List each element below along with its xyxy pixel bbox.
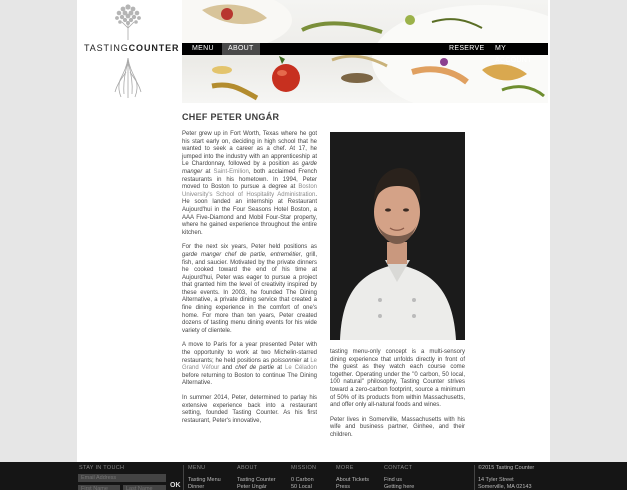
nav-menu[interactable]: MENU bbox=[192, 45, 214, 52]
text: at bbox=[202, 168, 214, 175]
footer-contact-heading: CONTACT bbox=[384, 465, 413, 471]
text: A move to Paris for a year presented Peter with the opportunity to work at two Michelin-starred restaurants; he held positions as bbox=[182, 342, 317, 364]
page-title: CHEF PETER UNGÁR bbox=[182, 112, 280, 122]
footer-divider bbox=[474, 465, 475, 490]
footer-copyright: ©2015 Tasting Counter bbox=[478, 465, 535, 471]
text-em: poissonnier bbox=[270, 357, 302, 364]
nav-reserve[interactable]: RESERVE bbox=[449, 45, 485, 52]
text: at bbox=[301, 357, 311, 364]
footer-link-tasting-counter[interactable]: Tasting Counter bbox=[237, 477, 276, 483]
main-nav bbox=[182, 43, 548, 64]
footer-link-dinner[interactable]: Dinner bbox=[188, 484, 205, 490]
footer-link-0-carbon[interactable]: 0 Carbon bbox=[291, 477, 314, 483]
newsletter-last-name-input[interactable] bbox=[123, 485, 166, 490]
link-le-grand-vefour[interactable]: Le Grand Véfour bbox=[182, 357, 317, 372]
text: Peter grew up in Fort Worth, Texas where he got his start early on, deciding in high school that he wanted to seek a career as a chef. At 17, he jumped into the industry with an apprenticeship at Le Chardonnay, followed by a position as bbox=[182, 131, 317, 168]
text: and bbox=[219, 365, 236, 372]
footer-link-50-local[interactable]: 50 Local bbox=[291, 484, 312, 490]
text: at bbox=[274, 365, 286, 372]
logo[interactable] bbox=[77, 0, 182, 103]
bio-paragraph-1 bbox=[182, 131, 317, 237]
footer-link-about-tickets[interactable]: About Tickets bbox=[336, 477, 370, 483]
link-le-celadon[interactable]: Le Céladon bbox=[285, 365, 317, 372]
footer-about-heading: ABOUT bbox=[237, 465, 258, 471]
footer-mission-heading: MISSION bbox=[291, 465, 317, 471]
text-em: garde manger chef de partie, entremétier bbox=[182, 251, 301, 258]
footer-link-find-us[interactable]: Find us bbox=[384, 477, 403, 483]
footer-link-getting-here[interactable]: Getting here bbox=[384, 484, 415, 490]
footer-menu-heading: MENU bbox=[188, 465, 206, 471]
brand-wordmark bbox=[84, 43, 179, 53]
footer-divider bbox=[183, 465, 184, 490]
nav-my-account[interactable]: MY ACCOUNT bbox=[495, 45, 532, 64]
footer-address-city: Somerville, MA 02143 bbox=[478, 484, 532, 490]
footer-link-peter-ungar[interactable]: Peter Ungár bbox=[237, 484, 267, 490]
footer-link-tasting-menu[interactable]: Tasting Menu bbox=[188, 477, 221, 483]
text: before returning to Boston to continue The Dining Alternative. bbox=[182, 372, 317, 387]
text-em: garde manger bbox=[182, 161, 317, 175]
text: , both acclaimed French restaurants in his hometown. In 1994, Peter moved to Boston to pursue a degree at bbox=[182, 168, 317, 191]
link-saint-emilion[interactable]: Saint-Emilion bbox=[213, 168, 249, 175]
footer-more-heading: MORE bbox=[336, 465, 354, 471]
footer-stay-in-touch: STAY IN TOUCH bbox=[79, 465, 125, 471]
bio-paragraph-6: Peter lives in Somerville, Massachusetts with his wife and business partner, Ginhee, and their children. bbox=[330, 416, 465, 438]
footer-address-street: 14 Tyler Street bbox=[478, 477, 514, 483]
brand-name-part2: COUNTER bbox=[128, 43, 180, 53]
footer-link-press[interactable]: Press bbox=[336, 484, 351, 490]
bio-paragraph-5: tasting menu-only concept is a multi-sensory dining experience that unfolds directly in front of the guest as they watch each course come together. Operating under the "0 carbon, 50 local, 100 natural" philosophy, Tasting Counter strives toward a zero-carbon footprint, source a minimum of 50% of its products from within Massachusetts, and offer only all-natural foods and wines. bbox=[330, 349, 465, 409]
text: For the next six years, Peter held positions as bbox=[182, 244, 317, 251]
bio-left-column bbox=[182, 131, 317, 432]
newsletter-ok-button[interactable]: OK bbox=[170, 482, 181, 489]
chef-portrait-illustration bbox=[330, 132, 465, 340]
text-em: chef de partie bbox=[235, 365, 275, 372]
bio-right-column bbox=[330, 349, 465, 447]
text: . He soon landed an internship at Restaurant Aujourd'hui in the Four Seasons Hotel Boston, a AAA Five-Diamond and Mobil Four-Star property, where he gained experience throughout the entire kitchen. bbox=[182, 191, 317, 236]
bio-paragraph-4: In summer 2014, Peter, determined to parlay his extensive experience back into a restaurant setting, founded Tasting Counter. As his first restaurant, Peter's innovative, bbox=[182, 395, 317, 424]
nav-about[interactable]: ABOUT bbox=[222, 43, 260, 55]
newsletter-first-name-input[interactable] bbox=[78, 485, 120, 490]
bio-paragraph-2 bbox=[182, 244, 317, 335]
bio-paragraph-3 bbox=[182, 342, 317, 388]
chef-photo bbox=[330, 132, 465, 340]
brand-name-part1: TASTING bbox=[84, 43, 129, 53]
text: , grill, fish, and saucier. Motivated by the private dinners he cooked toward the end of his time at Aujourd'hui, Peter was eager to pursue a project that granted him the level of creativity inspired by these events. In 2003, he founded The Dining Alternative, a private dining service that created a fine dining experience in the comfort of one's home. For more than ten years, Peter created dozens of tasting menu dining events for his wide variety of clientele. bbox=[182, 251, 318, 334]
newsletter-email-input[interactable] bbox=[78, 474, 166, 482]
link-boston-university[interactable]: Boston University's School of Hospitality Administration bbox=[182, 184, 317, 198]
